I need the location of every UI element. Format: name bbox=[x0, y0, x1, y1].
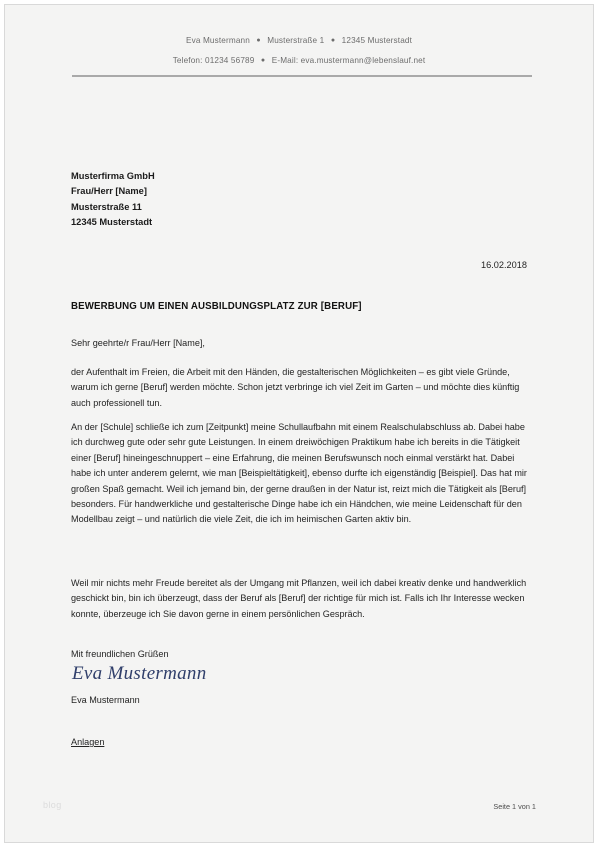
letter-paragraph-3: Weil mir nichts mehr Freude bereitet als der Umgang mit Pflanzen, weil ich dabei kreativ denke und handwerklich geschickt bin, bin ich überzeugt, dass der Beruf als [Beruf] der richtige für mich ist. Falls ich Ihr Interesse wecken konnte, überzeuge ich Sie davon gerne in einem persönlichen Gespräch. bbox=[71, 578, 527, 619]
recipient-city: 12345 Musterstadt bbox=[71, 216, 153, 227]
letterhead-contact-line bbox=[5, 51, 593, 71]
bullet-separator-icon: ● bbox=[330, 37, 336, 44]
footer-brand-watermark: blog bbox=[43, 800, 62, 810]
letter-paragraph-1: der Aufenthalt im Freien, die Arbeit mit den Händen, die gestalterischen Möglichkeiten – es gibt viele Gründe, warum ich gerne [Beruf] werden möchte. Schon jetzt verbringe ich viel Zeit im Garten – und möchte dies künftig auch professionell tun. bbox=[71, 367, 520, 408]
letterhead-city: 12345 Musterstadt bbox=[341, 36, 413, 45]
letterhead-phone: Telefon: 01234 56789 bbox=[172, 56, 255, 65]
letterhead bbox=[5, 31, 593, 71]
sender-printed-name: Eva Mustermann bbox=[71, 695, 140, 705]
handwritten-signature: Eva Mustermann bbox=[72, 663, 207, 684]
letter-page bbox=[4, 4, 594, 843]
letterhead-address-line bbox=[5, 31, 593, 51]
letter-salutation: Sehr geehrte/r Frau/Herr [Name], bbox=[71, 338, 205, 348]
bullet-separator-icon: ● bbox=[256, 37, 261, 44]
letterhead-street: Musterstraße 1 bbox=[267, 36, 325, 45]
letter-closing: Mit freundlichen Grüßen bbox=[71, 649, 169, 659]
letterhead-sender-name: Eva Mustermann bbox=[185, 36, 250, 45]
bullet-separator-icon: ● bbox=[260, 57, 266, 64]
recipient-address-block bbox=[71, 169, 155, 230]
page-indicator: Seite 1 von 1 bbox=[493, 802, 536, 811]
recipient-company: Musterfirma GmbH bbox=[71, 171, 155, 181]
attachments-label: Anlagen bbox=[71, 737, 105, 747]
letter-subject: BEWERBUNG UM EINEN AUSBILDUNGSPLATZ ZUR [BERUF] bbox=[71, 301, 362, 312]
recipient-street: Musterstraße 11 bbox=[71, 201, 142, 212]
letter-date: 16.02.2018 bbox=[481, 260, 527, 270]
header-divider bbox=[72, 75, 532, 77]
letter-paragraph-2: An der [Schule] schließe ich zum [Zeitpunkt] meine Schullaufbahn mit einem Realschulabschluss ab. Dabei habe ich durchweg gute oder sehr gute Leistungen. In einem dreiwöchigen Praktikum habe ich bereits in die Tätigkeit einer [Beruf] hineingeschnuppert – eine Erfahrung, die meinen Berufswunsch noch einmal verstärkt hat. Dabei habe ich unter anderem gelernt, wie man [Beispieltätigkeit], ebenso durfte ich eigenständig [Beispiel]. Das hat mir großen Spaß gemacht. Weil ich jemand bin, der gerne draußen in der Natur ist, reizt mich die Tätigkeit als [Beruf] besonders. Für handwerkliche und gestalterische Dinge habe ich ein Händchen, wie meine Leidenschaft für den Modellbau zeigt – und natürlich die viele Zeit, die ich im heimischen Garten aktiv bin. bbox=[71, 422, 527, 525]
letterhead-email: E-Mail: eva.mustermann@lebenslauf.net bbox=[271, 56, 426, 65]
recipient-person: Frau/Herr [Name] bbox=[71, 186, 147, 197]
